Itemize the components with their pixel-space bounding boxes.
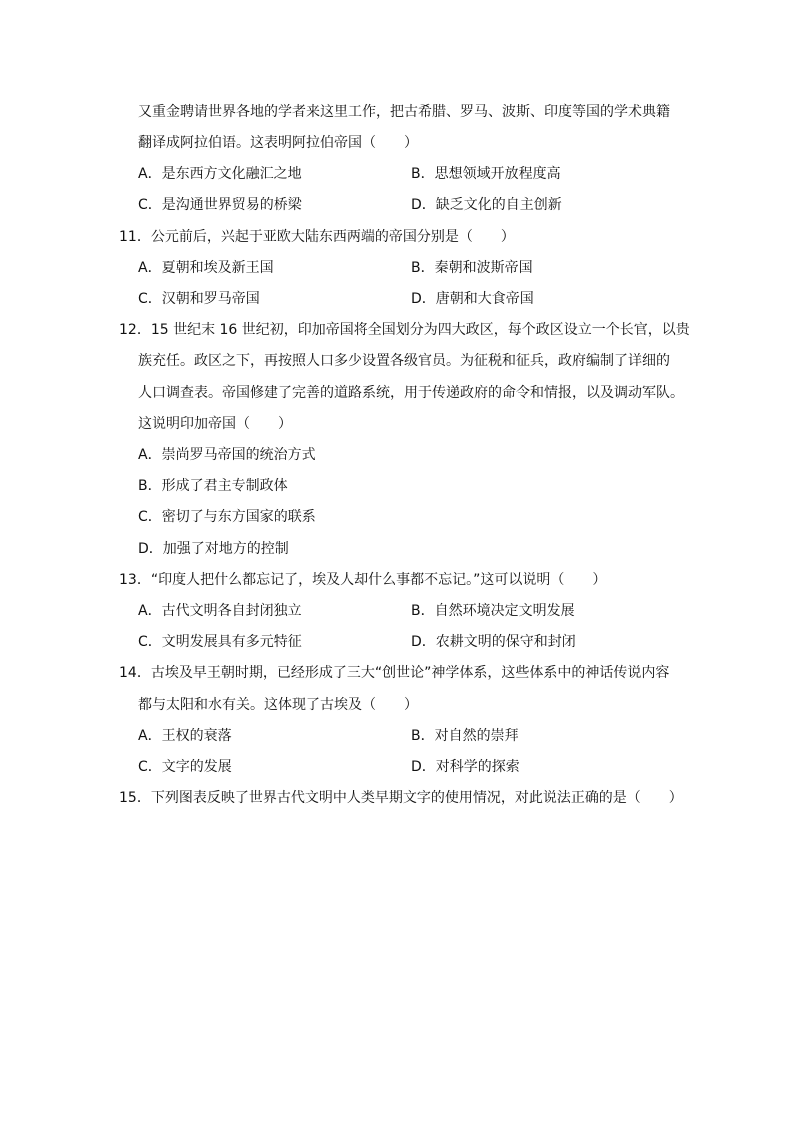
q14-line-2: 都与太阳和水有关。这体现了古埃及（ ） [138, 697, 418, 713]
q12-line-2: 族充任。政区之下，再按照人口多少设置各级官员。为征税和征兵，政府编制了详细的 [138, 353, 670, 369]
q14-option-d[interactable]: D．对科学的探索 [411, 759, 520, 775]
q12-stem: 12．15 世纪末 16 世纪初，印加帝国将全国划分为四大政区，每个政区设立一个长官，以贵 [119, 322, 690, 338]
q12-option-a[interactable]: A．崇尚罗马帝国的统治方式 [138, 447, 316, 463]
q10-option-a[interactable]: A．是东西方文化融汇之地 [138, 166, 302, 182]
q10-option-b[interactable]: B．思想领域开放程度高 [411, 166, 561, 182]
q14-option-a[interactable]: A．王权的衰落 [138, 728, 232, 744]
q13-option-d[interactable]: D．农耕文明的保守和封闭 [411, 634, 576, 650]
q12-option-d[interactable]: D．加强了对地方的控制 [138, 541, 289, 557]
q12-line-3: 人口调查表。帝国修建了完善的道路系统，用于传递政府的命令和情报，以及调动军队。 [138, 385, 684, 401]
q14-option-c[interactable]: C．文字的发展 [138, 759, 232, 775]
q13-option-a[interactable]: A．古代文明各自封闭独立 [138, 603, 302, 619]
q14-option-b[interactable]: B．对自然的崇拜 [411, 728, 519, 744]
q11-option-c[interactable]: C．汉朝和罗马帝国 [138, 291, 260, 307]
q12-option-b[interactable]: B．形成了君主专制政体 [138, 478, 288, 494]
q13-stem: 13．“印度人把什么都忘记了，埃及人却什么事都不忘记。”这可以说明（ ） [119, 572, 607, 588]
q12-line-4: 这说明印加帝国（ ） [138, 416, 292, 432]
q13-option-c[interactable]: C．文明发展具有多元特征 [138, 634, 302, 650]
q14-stem: 14．古埃及早王朝时期，已经形成了三大“创世论”神学体系，这些体系中的神话传说内容 [119, 665, 670, 681]
q10-option-c[interactable]: C．是沟通世界贸易的桥梁 [138, 197, 302, 213]
q12-option-c[interactable]: C．密切了与东方国家的联系 [138, 509, 316, 525]
q11-option-a[interactable]: A．夏朝和埃及新王国 [138, 260, 274, 276]
q13-option-b[interactable]: B．自然环境决定文明发展 [411, 603, 575, 619]
q10-option-d[interactable]: D．缺乏文化的自主创新 [411, 197, 562, 213]
q11-option-d[interactable]: D．唐朝和大食帝国 [411, 291, 534, 307]
q11-option-b[interactable]: B．秦朝和波斯帝国 [411, 260, 533, 276]
q10-line-1: 又重金聘请世界各地的学者来这里工作，把古希腊、罗马、波斯、印度等国的学术典籍 [138, 104, 670, 120]
q15-stem: 15．下列图表反映了世界古代文明中人类早期文字的使用情况，对此说法正确的是（ ） [119, 790, 683, 806]
q10-line-2: 翻译成阿拉伯语。这表明阿拉伯帝国（ ） [138, 135, 418, 151]
q11-stem: 11．公元前后，兴起于亚欧大陆东西两端的帝国分别是（ ） [119, 229, 515, 245]
